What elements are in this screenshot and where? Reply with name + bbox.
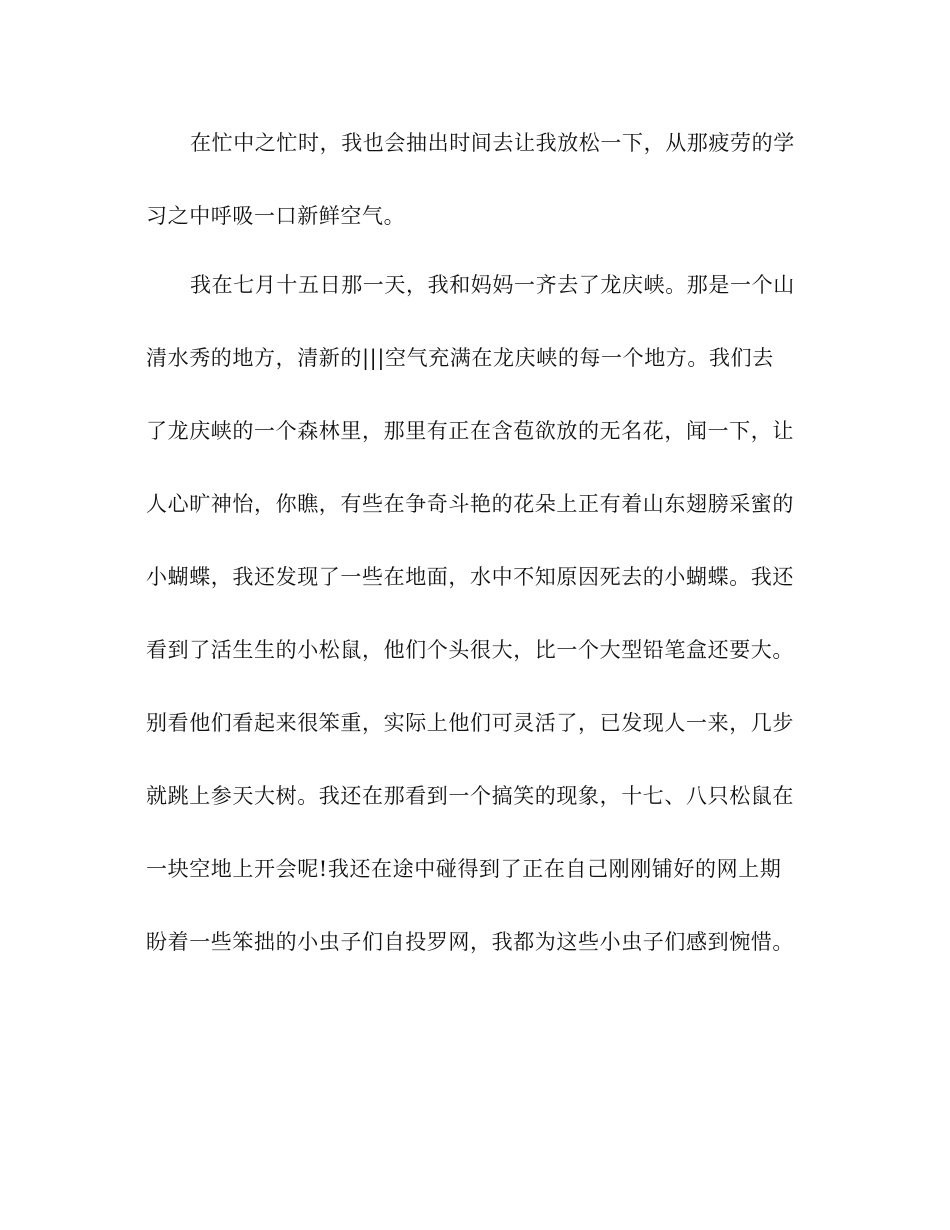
paragraph-2-line-4: 人心旷神怡，你瞧，有些在争奇斗艳的花朵上正有着山东翅膀采蜜的 [146, 492, 794, 516]
paragraph-2-line-3: 了龙庆峡的一个森林里，那里有正在含苞欲放的无名花，闻一下，让 [146, 419, 794, 443]
paragraph-2-line-8: 就跳上参天大树。我还在那看到一个搞笑的现象，十七、八只松鼠在 [146, 784, 794, 808]
paragraph-1-line-1: 在忙中之忙时，我也会抽出时间去让我放松一下，从那疲劳的学 [190, 131, 795, 155]
paragraph-2-line-2: 清水秀的地方，清新的|||空气充满在龙庆峡的每一个地方。我们去 [146, 346, 774, 370]
paragraph-2-line-5: 小蝴蝶，我还发现了一些在地面，水中不知原因死去的小蝴蝶。我还 [146, 565, 794, 589]
paragraph-2-line-7: 别看他们看起来很笨重，实际上他们可灵活了，已发现人一来，几步 [146, 711, 794, 735]
paragraph-1-line-2: 习之中呼吸一口新鲜空气。 [146, 204, 406, 228]
paragraph-2-line-6: 看到了活生生的小松鼠，他们个头很大，比一个大型铅笔盒还要大。 [146, 638, 794, 662]
paragraph-2 [146, 260, 806, 990]
document-body [146, 118, 806, 990]
paragraph-2-line-9: 一块空地上开会呢!我还在途中碰得到了正在自己刚刚铺好的网上期 [146, 857, 782, 881]
paragraph-2-line-1: 我在七月十五日那一天，我和妈妈一齐去了龙庆峡。那是一个山 [190, 273, 795, 297]
paragraph-2-line-10: 盼着一些笨拙的小虫子们自投罗网，我都为这些小虫子们感到惋惜。 [146, 930, 794, 954]
paragraph-1 [146, 118, 806, 260]
